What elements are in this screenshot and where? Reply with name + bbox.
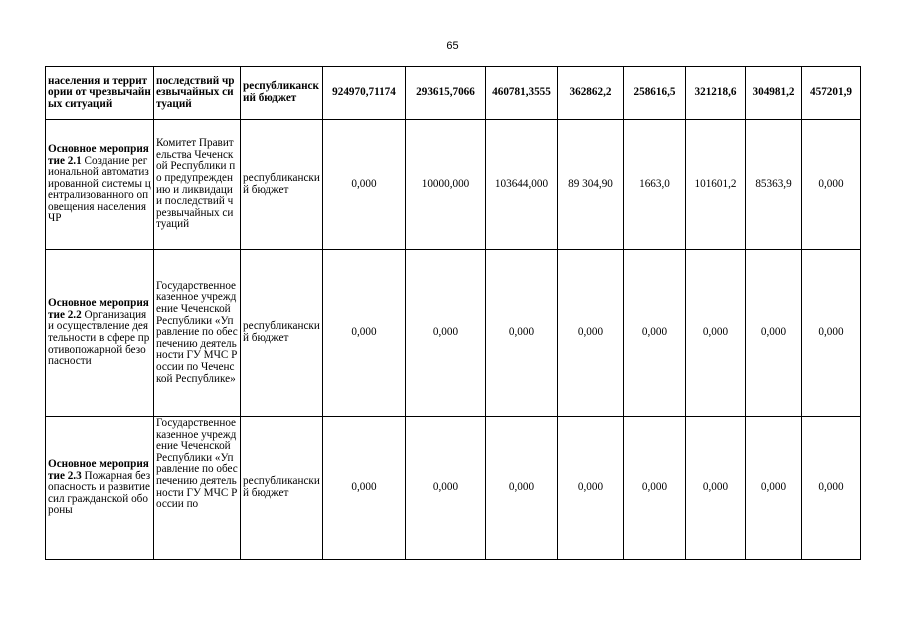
measure-name-cell [46, 417, 154, 560]
value-cell: 0,000 [802, 250, 861, 417]
value-cell: 103644,000 [486, 120, 558, 250]
source-cell: республиканский бюджет [241, 120, 323, 250]
value-cell: 293615,7066 [406, 67, 486, 120]
value-cell: 362862,2 [558, 67, 624, 120]
value-cell: 258616,5 [624, 67, 686, 120]
value-cell: 0,000 [558, 417, 624, 560]
measure-number: Основное мероприятие 2.3 [48, 458, 149, 482]
value-cell: 0,000 [624, 250, 686, 417]
measure-title: Пожарная безопасность и развитие сил гражданской обороны [48, 469, 151, 517]
value-cell: 0,000 [406, 250, 486, 417]
value-cell: 0,000 [686, 250, 746, 417]
measure-number: Основное мероприятие 2.2 [48, 297, 149, 321]
source-cell: республиканский бюджет [241, 417, 323, 560]
value-cell: 0,000 [486, 250, 558, 417]
value-cell: 0,000 [802, 120, 861, 250]
value-cell: 10000,000 [406, 120, 486, 250]
value-cell: 924970,71174 [323, 67, 406, 120]
value-cell: 85363,9 [746, 120, 802, 250]
executor-cell: Комитет Правительства Чеченской Республики по предупреждению и ликвидации последствий чрезвычайных ситуаций [154, 120, 241, 250]
value-cell: 101601,2 [686, 120, 746, 250]
value-cell: 304981,2 [746, 67, 802, 120]
table-row [46, 417, 861, 560]
executor-cell [154, 417, 241, 560]
table-row [46, 120, 861, 250]
value-cell: 457201,9 [802, 67, 861, 120]
source-cell: республиканский бюджет [241, 67, 323, 120]
measure-number: Основное мероприятие 2.1 [48, 142, 149, 167]
measure-title: Организация и осуществление деятельности в сфере противопожарной безопасности [48, 308, 150, 368]
value-cell: 0,000 [486, 417, 558, 560]
page-number: 65 [446, 40, 459, 52]
measure-name-cell: населения и территории от чрезвычайных ситуаций [46, 67, 154, 120]
executor-text: Государственное казенное учреждение Чеченской Республики «Управление по обеспечению деятельности ГУ МЧС России по [156, 418, 238, 511]
value-cell: 0,000 [746, 417, 802, 560]
executor-cell: Государственное казенное учреждение Чеченской Республики «Управление по обеспечению деятельности ГУ МЧС России по Чеченской Республике» [154, 250, 241, 417]
executor-cell: последствий чрезвычайных ситуаций [154, 67, 241, 120]
value-cell: 0,000 [802, 417, 861, 560]
value-cell: 460781,3555 [486, 67, 558, 120]
value-cell: 1663,0 [624, 120, 686, 250]
value-cell: 0,000 [558, 250, 624, 417]
measure-title: Создание региональной автоматизированной системы централизованного оповещения населения ЧР [48, 154, 151, 225]
value-cell: 0,000 [323, 250, 406, 417]
value-cell: 89 304,90 [558, 120, 624, 250]
budget-table [45, 66, 861, 560]
value-cell: 0,000 [746, 250, 802, 417]
value-cell: 0,000 [406, 417, 486, 560]
source-cell: республиканский бюджет [241, 250, 323, 417]
table-row [46, 250, 861, 417]
measure-name-cell [46, 120, 154, 250]
value-cell: 0,000 [323, 120, 406, 250]
value-cell: 0,000 [686, 417, 746, 560]
measure-name-cell [46, 250, 154, 417]
table-row [46, 67, 861, 120]
value-cell: 0,000 [323, 417, 406, 560]
value-cell: 0,000 [624, 417, 686, 560]
value-cell: 321218,6 [686, 67, 746, 120]
